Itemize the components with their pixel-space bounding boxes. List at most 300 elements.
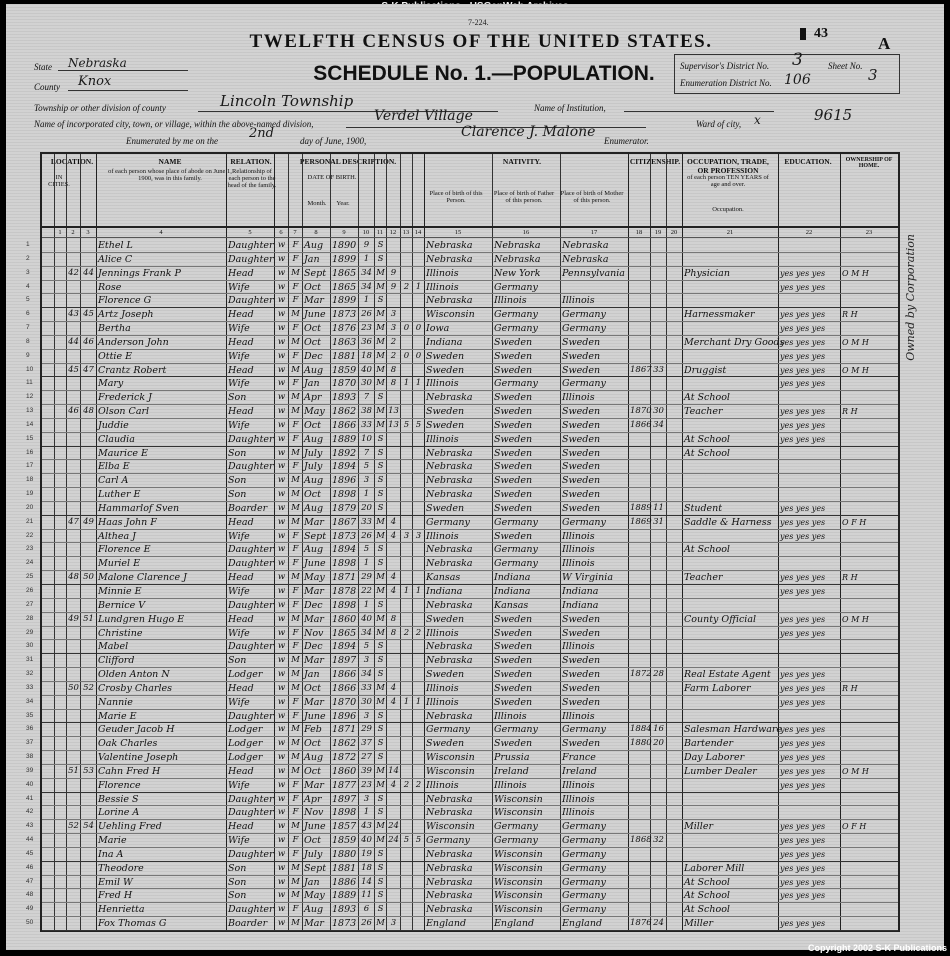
cell-fb: Sweden [494,669,533,681]
cell-sex: F [292,710,299,721]
cell-mo: Aug [304,240,324,251]
cell-mo: Aug [304,752,324,764]
stamp-number: 9615 [814,106,853,124]
cell-name: Bertha [98,323,131,335]
cell-sex: M [291,876,300,887]
cell-fb: Sweden [494,641,533,653]
column-number: 8 [314,229,318,236]
cell-ms: S [377,641,384,652]
row-number: 19 [26,490,34,498]
page-marker-icon [800,28,806,40]
cell-mo: May [304,890,325,902]
cell-occ: Miller [684,821,714,833]
cell-bp: Nebraska [426,489,473,501]
cell-col: w [277,295,286,306]
cell-col: w [277,378,286,389]
cell-sex: F [292,835,299,846]
cell-res: 11 [653,502,664,513]
cell-bp: Wisconsin [426,309,475,321]
cell-edu: yes yes yes [780,268,826,278]
cell-yrs: 8 [390,378,397,389]
cell-mo: Mar [304,918,324,930]
cell-rel: Daughter [228,433,274,445]
cell-bp: Illinois [426,627,459,639]
cell-yrs: 24 [388,835,399,846]
cell-mb: Sweden [562,419,601,431]
cell-fb: Germany [494,724,538,736]
cell-edu: yes yes yes [780,739,826,749]
cell-col: w [277,253,286,264]
place-value: Verdel Village [374,108,473,124]
cell-occ: At School [684,544,730,556]
cell-name: Florence E [98,544,151,556]
cell-imm: 1872 [630,669,652,680]
cell-bp: Germany [426,835,470,847]
cell-ms: S [377,669,384,680]
row-number: 47 [26,877,34,885]
row-number: 14 [26,420,34,428]
cell-col: w [277,406,286,417]
cell-ms: M [376,613,385,624]
cell-dw: 42 [68,267,79,278]
cell-col: w [277,281,286,292]
cell-mo: Jan [304,378,320,390]
cell-sex: F [292,848,299,859]
cell-dw: 47 [68,516,79,527]
cell-lv: 1 [415,586,422,596]
row-number: 39 [26,766,34,774]
population-table [26,152,900,932]
cell-name: Luther E [98,489,141,501]
ownership-header: OWNERSHIP OF HOME. [845,157,893,169]
copyright-footer: Copyright 2002 S-K Publications [808,943,948,953]
cell-yr: 1889 [332,433,357,445]
cell-age: 26 [361,309,372,320]
census-page [6,4,944,950]
cell-age: 33 [361,682,372,693]
row-number: 41 [26,794,34,802]
cell-fb: Nebraska [494,240,541,251]
cell-yrs: 3 [390,309,397,320]
cell-col: w [277,835,286,846]
cell-ms: M [376,765,385,776]
cell-rel: Wife [228,696,250,708]
cell-yrs: 9 [390,281,397,292]
cell-yrs: 8 [390,364,397,375]
page-number: 43 [814,26,828,41]
cell-bp: Sweden [426,364,465,376]
ward-label: Ward of city, [696,119,742,129]
cell-rel: Wife [228,627,250,639]
cell-yr: 1873 [332,309,357,321]
cell-mo: Aug [304,433,324,445]
cell-sex: F [292,627,299,638]
cell-mb: Germany [562,904,606,916]
cell-col: w [277,419,286,430]
column-number: 9 [342,229,346,236]
cell-mb: Sweden [562,696,601,708]
cell-lv: 1 [415,378,422,389]
cell-name: Hammarlof Sven [98,502,180,514]
column-number: 14 [414,229,422,236]
cell-mb: W Virginia [562,572,613,584]
cell-fb: Illinois [494,710,527,722]
cell-bp: Nebraska [426,848,473,860]
cell-name: Marie E [98,710,137,722]
cell-name: Geuder Jacob H [98,724,175,736]
column-number: 2 [71,229,75,236]
cell-age: 7 [363,447,370,458]
cell-mo: Oct [304,489,321,501]
cell-age: 1 [363,295,370,306]
cell-age: 1 [363,807,370,818]
row-number: 17 [26,462,34,470]
cell-col: w [277,475,286,486]
cell-occ: Salesman Hardware [684,724,783,736]
cell-sex: M [291,475,300,486]
cell-name: Florence G [98,295,152,307]
row-number: 35 [26,711,34,719]
cell-yrs: 4 [390,586,397,596]
cell-mb: Ireland [562,765,597,777]
cell-yr: 1866 [332,419,357,431]
cell-fb: Sweden [494,738,533,750]
cell-rel: Daughter [228,253,274,265]
cell-rel: Lodger [228,724,263,736]
cell-edu: yes yes yes [780,324,826,334]
cell-yrs: 9 [390,267,397,278]
cell-bp: Sweden [426,738,465,750]
cell-mb: Sweden [562,682,601,694]
cell-name: Fred H [98,890,133,902]
cell-mb: Sweden [562,613,601,625]
cell-name: Artz Joseph [98,309,154,321]
cell-mo: Aug [304,544,324,556]
cell-mo: Oct [304,281,321,293]
cell-mo: Mar [304,586,324,597]
cell-bp: Nebraska [426,253,473,265]
cell-age: 27 [361,752,372,763]
column-number: 6 [279,229,283,236]
cell-name: Mabel [98,641,129,653]
cell-sex: F [292,253,299,264]
row-number: 18 [26,476,34,484]
cell-occ: Merchant Dry Goods [684,336,785,348]
cell-yrs: 4 [390,572,397,583]
cell-res: 20 [653,738,664,749]
cell-yr: 1873 [332,530,357,542]
cell-bp: Illinois [426,433,459,445]
enumerator-label: Enumerator. [604,136,649,146]
cell-mb: Nebraska [562,253,609,265]
cell-name: Ethel L [98,240,133,251]
enumeration-value: 106 [784,72,811,88]
cell-age: 3 [363,655,370,666]
cell-fam: 54 [83,821,94,832]
cell-fb: Germany [494,378,538,390]
cell-mb: Sweden [562,669,601,681]
cell-ms: S [377,655,384,666]
cell-sex: F [292,641,299,652]
cell-yrs: 3 [390,323,397,334]
cell-fam: 44 [83,267,94,278]
cell-sex: M [291,738,300,749]
cell-ch: 5 [403,835,410,846]
cell-bp: Wisconsin [426,752,475,764]
cell-mb: Sweden [562,489,601,501]
cell-edu: yes yes yes [780,407,826,417]
column-number-divider [42,237,898,238]
cell-yr: 1871 [332,724,357,736]
cell-mb: Sweden [562,364,601,376]
cell-name: Jennings Frank P [98,267,181,279]
cell-occ: Real Estate Agent [684,669,771,681]
cell-fb: Wisconsin [494,862,543,874]
cell-mb: Illinois [562,558,595,570]
cell-yr: 1898 [332,807,357,819]
cell-yr: 1878 [332,586,357,597]
cell-bp: Illinois [426,267,459,279]
cell-sex: M [291,447,300,458]
row-number: 9 [26,351,30,359]
cell-res: 33 [653,364,664,375]
cell-ch: 3 [403,530,410,541]
cell-mo: Mar [304,779,324,791]
cell-ms: M [376,364,385,375]
cell-rel: Daughter [228,558,274,570]
cell-mb: Sweden [562,447,601,459]
cell-sex: F [292,323,299,334]
cell-mb: Germany [562,821,606,833]
cell-bp: Nebraska [426,461,473,473]
cell-bp: Nebraska [426,295,473,307]
cell-sex: F [292,544,299,555]
cell-occ: Druggist [684,364,727,376]
cell-yr: 1889 [332,890,357,902]
cell-ms: S [377,807,384,818]
cell-bp: Indiana [426,586,463,597]
row-number: 11 [26,379,33,387]
cell-mo: Oct [304,765,321,777]
cell-yr: 1866 [332,669,357,681]
row-number: 10 [26,365,34,373]
cell-age: 33 [361,516,372,527]
cell-occ: Physician [684,267,730,279]
cell-rel: Head [228,267,254,279]
cell-yr: 1865 [332,627,357,639]
cell-yr: 1862 [332,406,357,418]
cell-name: Haas John F [98,516,157,528]
cell-edu: yes yes yes [780,683,826,693]
cell-edu: yes yes yes [780,863,826,873]
cell-col: w [277,627,286,638]
cell-rel: Lodger [228,669,263,681]
row-number: 43 [26,822,34,830]
row-number: 12 [26,393,34,401]
cell-rel: Wife [228,323,250,335]
cell-edu: yes yes yes [780,753,826,763]
cell-bp: Illinois [426,378,459,390]
cell-edu: yes yes yes [780,351,826,361]
cell-fam: 52 [83,682,94,693]
cell-bp: Nebraska [426,240,473,251]
cell-age: 18 [361,862,372,873]
cell-yr: 1871 [332,572,357,584]
cell-ch: 1 [403,586,410,596]
cell-age: 1 [363,599,370,610]
cell-col: w [277,599,286,610]
cell-fb: Wisconsin [494,904,543,916]
cell-rel: Wife [228,419,250,431]
cell-occ: At School [684,433,730,445]
cell-mo: Oct [304,336,321,348]
row-number: 2 [26,254,30,262]
cell-age: 29 [361,724,372,735]
column-number: 12 [389,229,397,236]
cell-yrs: 8 [390,613,397,624]
row-number: 30 [26,642,34,650]
cell-mb: Sweden [562,627,601,639]
cell-sex: F [292,558,299,569]
cell-ms: S [377,240,384,250]
cell-rel: Daughter [228,848,274,860]
cell-fb: Germany [494,516,538,528]
cell-mb: Sweden [562,475,601,487]
cell-fb: Germany [494,821,538,833]
cell-fam: 51 [83,613,94,624]
cell-yr: 1886 [332,876,357,888]
cell-yr: 1890 [332,240,357,251]
cell-age: 36 [361,336,372,347]
cell-rel: Son [228,876,247,888]
cell-mb: France [562,752,596,764]
row-number: 25 [26,573,34,581]
cell-age: 1 [363,558,370,569]
cell-age: 29 [361,572,372,583]
cell-own: O M H [842,365,869,375]
cell-bp: Nebraska [426,558,473,570]
cell-occ: Day Laborer [684,752,745,764]
cell-occ: Laborer Mill [684,862,745,874]
cell-name: Olden Anton N [98,669,170,681]
cell-col: w [277,669,286,680]
cell-col: w [277,821,286,832]
cell-edu: yes yes yes [780,379,826,389]
cell-fb: Wisconsin [494,807,543,819]
cell-name: Theodore [98,862,144,874]
cell-sex: M [291,516,300,527]
cell-rel: Son [228,447,247,459]
cell-sex: F [292,461,299,472]
cell-imm: 1870 [630,406,652,417]
cell-mo: Dec [304,350,323,362]
cell-col: w [277,572,286,583]
cell-col: w [277,392,286,403]
cell-ms: S [377,599,384,610]
cell-mb: Nebraska [562,240,609,251]
side-note: Owned by Corporation [904,234,917,361]
cell-ms: M [376,378,385,389]
cell-col: w [277,848,286,859]
cell-mo: Apr [304,392,322,404]
cell-mo: Oct [304,323,321,335]
cell-sex: F [292,904,299,915]
institution-underline [624,111,774,112]
cell-age: 38 [361,406,372,417]
cell-bp: Sweden [426,669,465,681]
county-value: Knox [78,74,112,89]
cell-ms: M [376,572,385,583]
cell-edu: yes yes yes [780,836,826,846]
cell-name: Henrietta [98,904,145,916]
row-number: 33 [26,683,34,691]
cell-name: Malone Clarence J [98,572,187,584]
cell-ms: S [377,876,384,887]
cell-bp: Nebraska [426,876,473,888]
cell-imm: 1889 [630,502,652,513]
row-number: 48 [26,891,34,899]
cell-yrs: 14 [388,765,399,776]
cell-age: 37 [361,738,372,749]
cell-bp: Indiana [426,336,463,348]
cell-fb: Sweden [494,530,533,542]
cell-lv: 0 [415,350,422,361]
cell-age: 10 [361,433,372,444]
cell-sex: M [291,821,300,832]
cell-yr: 1898 [332,558,357,570]
cell-col: w [277,710,286,721]
cell-ch: 2 [403,281,410,292]
cell-age: 34 [361,627,372,638]
cell-bp: Nebraska [426,807,473,819]
cell-name: Christine [98,627,143,639]
cell-sex: M [291,502,300,513]
cell-ms: S [377,848,384,859]
cell-name: Cahn Fred H [98,765,161,777]
row-number: 27 [26,600,34,608]
cell-yr: 1897 [332,793,357,805]
cell-dw: 46 [68,406,79,417]
cell-age: 26 [361,530,372,541]
cell-mo: Dec [304,641,323,653]
cell-occ: County Official [684,613,757,625]
cell-col: w [277,530,286,541]
cell-name: Ina A [98,848,124,860]
cell-mo: June [304,309,326,321]
cell-mo: Nov [304,807,324,819]
cell-edu: yes yes yes [780,614,826,624]
cell-fb: New York [494,267,541,279]
cell-fam: 50 [83,572,94,583]
cell-age: 30 [361,696,372,707]
row-number: 44 [26,836,34,844]
cell-bp: Iowa [426,323,450,335]
cell-own: R H [842,573,858,583]
cell-ms: S [377,392,384,403]
cell-age: 9 [363,240,370,250]
row-number: 13 [26,407,34,415]
row-number: 49 [26,905,34,913]
cell-occ: Miller [684,918,714,930]
row-number: 34 [26,697,34,705]
cell-rel: Son [228,890,247,902]
cell-imm: 1876 [630,918,652,929]
column-number: 19 [654,229,662,236]
cell-name: Minnie E [98,586,142,597]
row-number: 28 [26,614,34,622]
cell-mo: Aug [304,364,324,376]
cell-mo: May [304,406,325,418]
